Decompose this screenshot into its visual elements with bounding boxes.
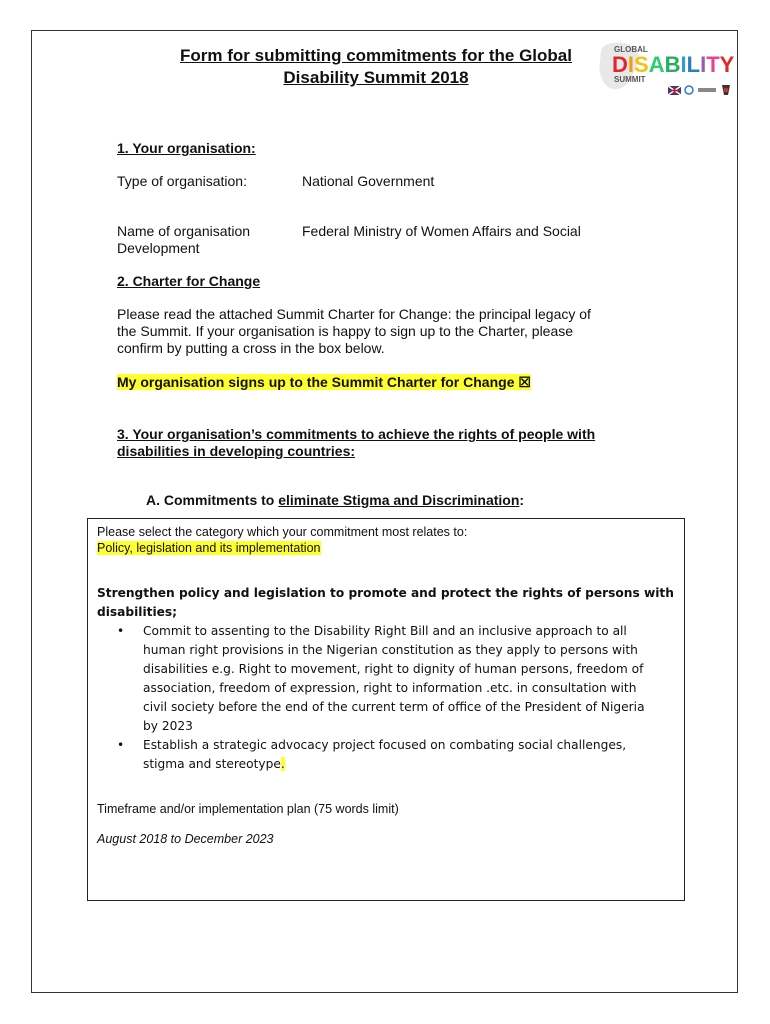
bullet-icon: • [117,738,125,752]
title-line-1: Form for submitting commitments for the Global [180,46,572,65]
category-prompt: Please select the category which your commitment most relates to: [97,525,468,539]
bullet1-line: Commit to assenting to the Disability Right Bill and an inclusive approach to all [143,624,627,638]
partner-logo-bar-icon [698,88,716,92]
bullet-icon: • [117,624,125,638]
commitment-heading-line-1: Strengthen policy and legislation to promote and protect the rights of persons with [97,586,674,600]
charter-paragraph-line-2: the Summit. If your organisation is happy to sign up to the Charter, please [117,323,574,339]
category-selection[interactable] [97,540,321,556]
bullet1-line: by 2023 [143,719,193,733]
charter-signup [117,374,531,391]
section3-heading [117,426,595,460]
logo-text-top: GLOBAL [614,45,648,54]
name-label [117,223,250,257]
section3-heading-line-1: 3. Your organisation’s commitments to achieve the rights of people with [117,426,596,442]
page-title [118,45,634,89]
logo-text-main: DISABILITY [612,52,735,77]
logo-text-bottom: SUMMIT [614,75,646,84]
bullet1-line: civil society before the end of the current term of office of the President of Nigeria [143,700,645,714]
bullet1-line: human right provisions in the Nigerian constitution as they apply to persons with [143,643,638,657]
commitment-box [87,518,685,901]
charter-signup-text: My organisation signs up to the Summit Charter for Change ☒ [117,374,531,390]
bullet2-line-1: Establish a strategic advocacy project focused on combating social challenges, [143,738,627,752]
bullet1-line: association, freedom of expression, right to information .etc. in consultation with [143,681,637,695]
list-item [97,736,677,774]
section3-heading-line-2: disabilities in developing countries: [117,443,356,459]
charter-paragraph-line-3: confirm by putting a cross in the box below. [117,340,385,356]
timeframe-label: Timeframe and/or implementation plan (75 words limit) [97,802,399,816]
subsection-a-topic: eliminate Stigma and Discrimination [278,492,520,508]
subsection-a-prefix: A. Commitments to [146,492,279,508]
commitment-heading-line-2: disabilities; [97,605,178,619]
name-label-line-1: Name of organisation [117,223,251,239]
title-line-2: Disability Summit 2018 [283,68,469,87]
global-disability-summit-logo [596,38,736,102]
bullet1-line: disabilities e.g. Right to movement, right to dignity of human persons, freedom of [143,662,644,676]
subsection-a-suffix: : [519,492,525,508]
bullet2-line-2: stigma and stereotype. [143,757,285,771]
subsection-a-heading [146,492,524,509]
section1-heading: 1. Your organisation: [117,140,256,156]
list-item [97,622,677,736]
category-value[interactable]: Policy, legislation and its implementation [97,541,321,555]
type-value: National Government [302,173,435,189]
timeframe-value[interactable]: August 2018 to December 2023 [97,832,274,846]
type-label: Type of organisation: [117,173,247,189]
partner-logo-icon [685,86,693,94]
charter-paragraph-line-1: Please read the attached Summit Charter for Change: the principal legacy of [117,306,591,322]
charter-paragraph [117,306,591,357]
commitment-list [97,622,677,774]
name-label-line-2: Development [117,240,200,256]
name-value: Federal Ministry of Women Affairs and Social [302,223,581,239]
section2-heading: 2. Charter for Change [117,273,261,289]
checked-box-icon[interactable]: ☒ [518,374,531,390]
commitment-heading [97,584,674,622]
